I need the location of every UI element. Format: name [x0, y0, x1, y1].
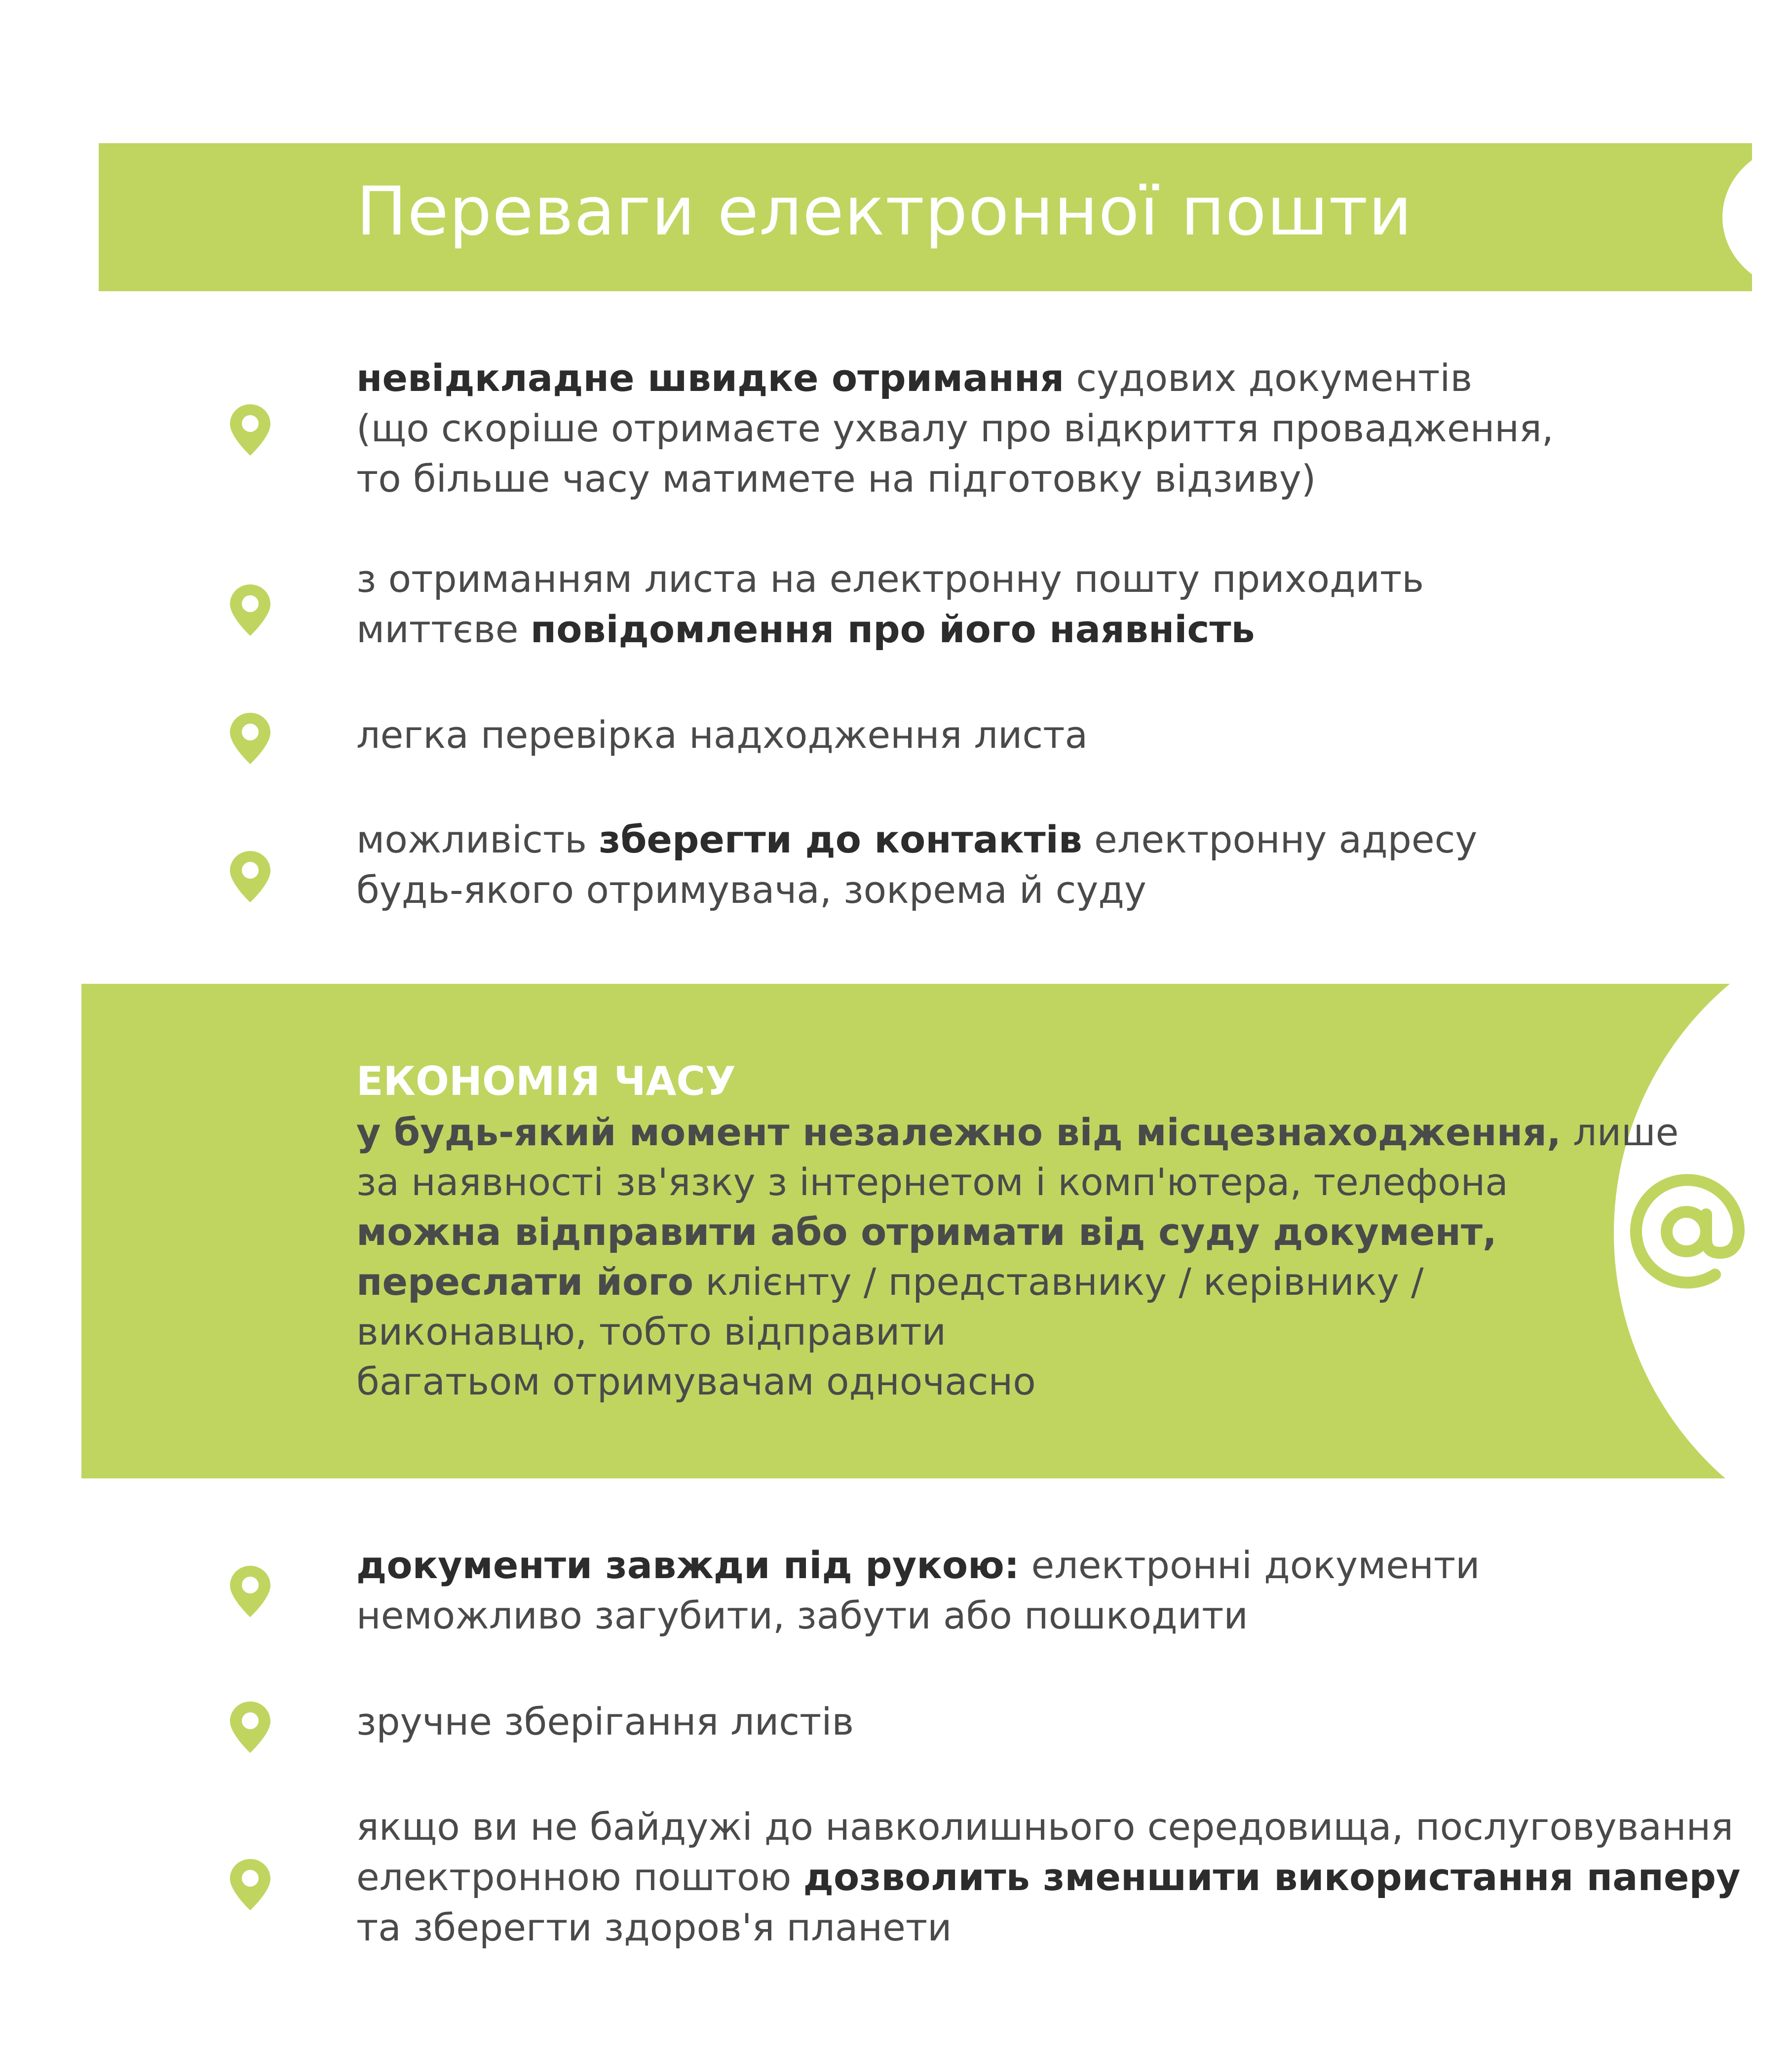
location-pin-icon [228, 1700, 272, 1755]
text-line [356, 454, 1738, 504]
list-item-text [356, 353, 1738, 504]
bold-text: документи завжди під рукою: [356, 1543, 1020, 1587]
text-line [356, 1107, 1679, 1157]
location-pin-icon [228, 1564, 272, 1619]
regular-text: виконавцю, тобто відправити [356, 1310, 947, 1354]
regular-text: неможливо загубити, забути або пошкодити [356, 1593, 1248, 1637]
bold-text: можна відправити або отримати від суду документ, [356, 1210, 1497, 1254]
bold-text: повідомлення про його наявність [530, 607, 1255, 651]
bold-text: дозволить зменшити використання паперу [803, 1855, 1741, 1899]
bold-text: у будь-який момент незалежно від місцезнаходження, [356, 1110, 1561, 1154]
at-sign-icon [1626, 1170, 1750, 1293]
text-line [356, 1697, 1738, 1747]
text-line [356, 1257, 1590, 1307]
list-item-text [356, 1540, 1738, 1641]
regular-text: будь-якого отримувача, зокрема й суду [356, 868, 1146, 912]
regular-text: можливість [356, 817, 599, 861]
text-line [356, 1852, 1741, 1902]
text-line [356, 604, 1738, 655]
list-item-text [356, 710, 1738, 760]
text-line [356, 710, 1738, 760]
list-item-text [356, 1697, 1738, 1747]
text-line [356, 554, 1738, 604]
text-line [356, 403, 1738, 454]
regular-text: миттєве [356, 607, 531, 651]
list-item-text [356, 1802, 1741, 1953]
callout-body [356, 1107, 1679, 1406]
regular-text: лише [1561, 1110, 1679, 1154]
location-pin-icon [228, 711, 272, 766]
text-line [356, 353, 1738, 403]
page-title: Переваги електронної пошти [356, 173, 1412, 251]
text-line [356, 1540, 1738, 1590]
text-line [356, 1356, 1590, 1406]
list-item-text [356, 814, 1738, 915]
text-line [356, 865, 1738, 915]
regular-text: клієнту / представнику / керівнику / [693, 1260, 1424, 1304]
regular-text: електронні документи [1019, 1543, 1480, 1587]
callout-content [356, 1055, 1679, 1406]
location-pin-icon [228, 849, 272, 904]
bold-text: зберегти до контактів [599, 817, 1082, 861]
callout-heading: ЕКОНОМІЯ ЧАСУ [356, 1058, 736, 1104]
regular-text: та зберегти здоров'я планети [356, 1905, 952, 1949]
regular-text: легка перевірка надходження листа [356, 713, 1088, 757]
list-item-text [356, 554, 1738, 655]
regular-text: зручне зберігання листів [356, 1700, 854, 1743]
text-line [356, 1590, 1738, 1641]
regular-text: багатьом отримувачам одночасно [356, 1359, 1036, 1403]
location-pin-icon [228, 1857, 272, 1912]
text-line [356, 1802, 1738, 1852]
regular-text: за наявності зв'язку з інтернетом і комп'ютера, телефона [356, 1160, 1508, 1204]
text-line [356, 1207, 1590, 1257]
text-line [356, 1902, 1738, 1953]
text-line [356, 814, 1738, 865]
location-pin-icon [228, 402, 272, 458]
regular-text: електронну адресу [1082, 817, 1478, 861]
location-pin-icon [228, 582, 272, 638]
text-line [356, 1157, 1590, 1207]
regular-text: то більше часу матимете на підготовку відзиву) [356, 457, 1316, 501]
bold-text: переслати його [356, 1260, 694, 1304]
bold-text: невідкладне швидке отримання [356, 356, 1065, 400]
regular-text: (що скоріше отримаєте ухвалу про відкриття провадження, [356, 406, 1554, 450]
regular-text: з отриманням листа на електронну пошту приходить [356, 557, 1424, 601]
regular-text: судових документів [1064, 356, 1473, 400]
regular-text: електронною поштою [356, 1855, 803, 1899]
text-line [356, 1307, 1590, 1356]
regular-text: якщо ви не байдужі до навколишнього середовища, послуговування [356, 1805, 1734, 1849]
